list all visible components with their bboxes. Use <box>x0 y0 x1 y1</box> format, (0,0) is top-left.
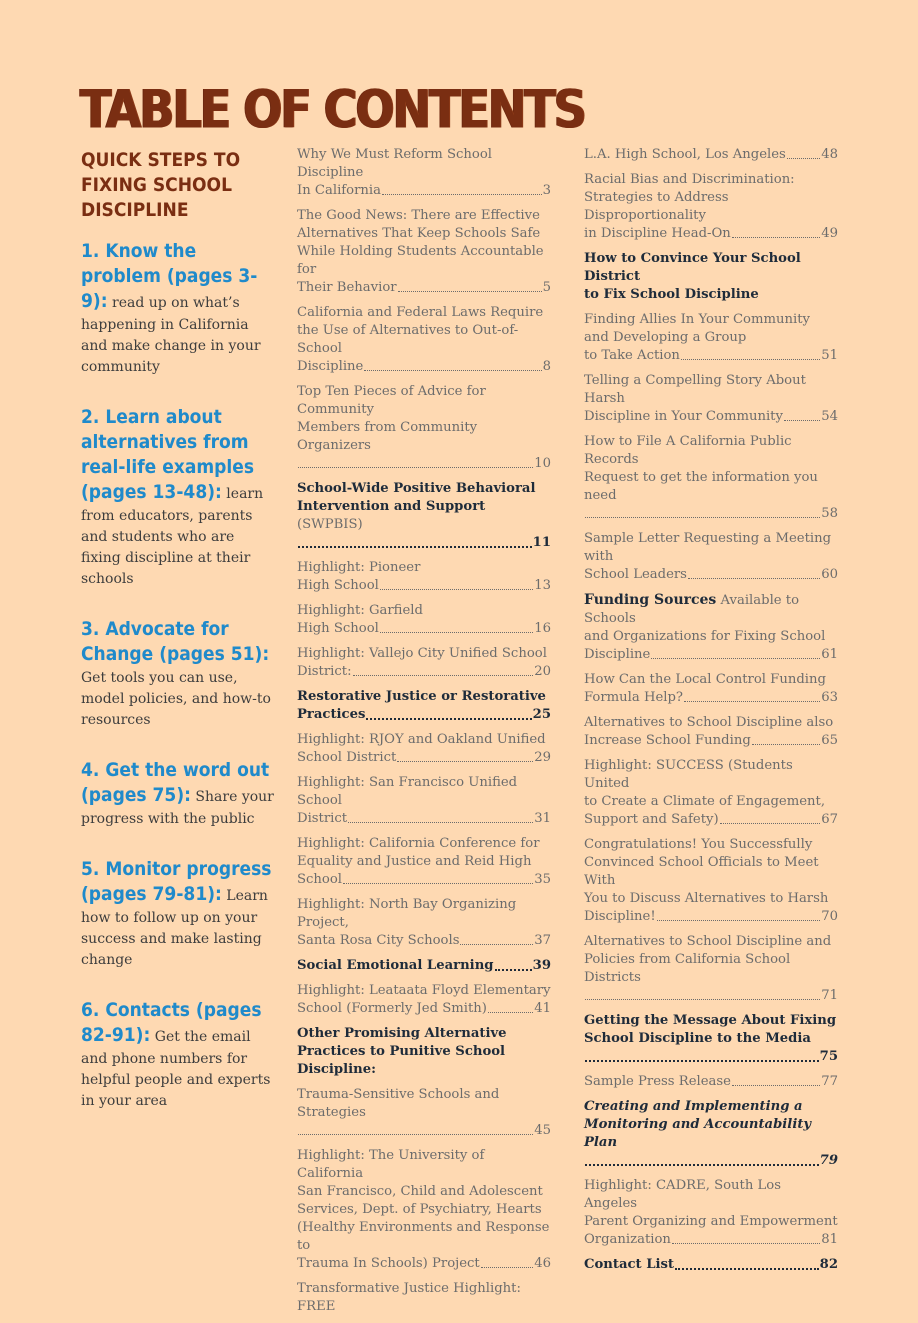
quick-step <box>81 758 276 829</box>
dot-leader <box>787 157 820 159</box>
dot-leader <box>380 588 533 590</box>
dot-leader <box>481 1266 533 1268</box>
toc-entry-text <box>584 591 838 628</box>
toc-entry[interactable] <box>297 1025 551 1079</box>
toc-entry[interactable] <box>297 146 551 200</box>
toc-entry-text: Highlight: SUCCESS (Students United <box>584 758 793 791</box>
quick-steps <box>81 148 276 1139</box>
toc-entry[interactable] <box>584 171 838 243</box>
dot-leader <box>398 290 542 292</box>
toc-entry-text: Alternatives to School Discipline also <box>584 715 834 730</box>
toc-entry-text: Sample Letter Requesting a Meeting with <box>584 531 832 564</box>
toc-page-number: 75 <box>819 1049 838 1064</box>
toc-entry-text: Increase School Funding <box>584 733 751 748</box>
dot-leader <box>672 1242 820 1244</box>
toc-entry-suffix: (SWPBIS) <box>297 517 363 532</box>
quick-step <box>81 857 276 970</box>
dot-leader <box>298 545 532 548</box>
toc-entry-text: Organization <box>584 1232 671 1247</box>
toc-entry[interactable] <box>584 433 838 523</box>
toc-entry-text: to Fix School Discipline <box>584 287 759 302</box>
toc-entry-text: Request to get the information you need <box>584 470 818 503</box>
toc-entry-text: Congratulations! You Successfully <box>584 837 813 852</box>
toc-page-number: 39 <box>532 958 551 973</box>
dot-leader <box>382 193 542 195</box>
dot-leader <box>488 1011 533 1013</box>
dot-leader <box>366 717 531 720</box>
dot-leader <box>720 822 821 824</box>
toc-entry-text: High School <box>297 578 379 593</box>
toc-entry[interactable] <box>297 1147 551 1273</box>
dot-leader <box>657 919 821 921</box>
toc-page-number: 71 <box>821 988 838 1003</box>
toc-column-right <box>584 146 838 1281</box>
toc-entry-text: How to Convince Your School District <box>584 251 801 284</box>
toc-entry-text: California and Federal Laws Require <box>297 305 544 320</box>
dot-leader <box>675 1267 819 1270</box>
toc-page-number: 45 <box>534 1123 551 1138</box>
toc-page-number: 3 <box>542 183 551 198</box>
toc-entry-text: Telling a Compelling Story About Harsh <box>584 373 806 406</box>
toc-page-number: 11 <box>532 535 551 550</box>
quick-step-description: Get the email and phone numbers for helpful people and experts in your area <box>81 1029 271 1109</box>
toc-page-number: 16 <box>534 621 551 636</box>
toc-entry-text: The Good News: There are Effective <box>297 208 540 223</box>
quick-step <box>81 617 276 730</box>
toc-entry-text: Highlight: North Bay Organizing Project, <box>297 897 517 930</box>
toc-page-number: 61 <box>821 647 838 662</box>
toc-entry-text: Highlight: Pioneer <box>297 560 421 575</box>
quick-step-description: learn from educators, parents and students who are fixing discipline at their schools <box>81 486 264 587</box>
toc-entry[interactable] <box>584 1012 838 1066</box>
toc-page-number: 82 <box>819 1257 838 1272</box>
toc-entry[interactable] <box>297 602 551 638</box>
quick-step-heading: 6. Contacts (pages 82-91): <box>81 999 262 1046</box>
toc-entry-text: Policies from California School Districts <box>584 952 791 985</box>
toc-entry-text: Members from Community Organizers <box>297 420 478 453</box>
toc-entry-text: Alternatives That Keep Schools Safe <box>297 226 541 241</box>
toc-entry-text: Racial Bias and Discrimination: <box>584 172 795 187</box>
dot-leader <box>397 760 533 762</box>
toc-page-number: 49 <box>821 226 838 241</box>
toc-page-number: 13 <box>534 578 551 593</box>
toc-page-number: 48 <box>821 147 838 162</box>
toc-entry-text: in Discipline Head-On <box>584 226 731 241</box>
toc-entry[interactable] <box>297 383 551 473</box>
toc-entry-text: Trauma In Schools) Project <box>297 1256 480 1271</box>
quick-step-heading: 3. Advocate for Change (pages 51): <box>81 618 270 665</box>
toc-entry-text: L.A. High School, Los Angeles <box>584 147 786 162</box>
dot-leader <box>380 631 533 633</box>
dot-leader <box>784 419 820 421</box>
toc-entry-text: Services, Dept. of Psychiatry, Hearts <box>297 1202 542 1217</box>
toc-entry-text: Highlight: San Francisco Unified School <box>297 775 518 808</box>
toc-entry-text: Highlight: Vallejo City Unified School <box>297 646 547 661</box>
toc-entry[interactable] <box>297 559 551 595</box>
toc-page-number: 41 <box>534 1001 551 1016</box>
toc-entry[interactable] <box>584 1256 838 1274</box>
toc-entry[interactable] <box>297 1280 551 1316</box>
toc-entry-text: School Leaders <box>584 567 687 582</box>
dot-leader <box>343 882 533 884</box>
toc-entry-text: Highlight: Garfield <box>297 603 423 618</box>
dot-leader <box>651 657 820 659</box>
toc-page-number: 5 <box>542 280 551 295</box>
toc-entry[interactable] <box>297 304 551 376</box>
toc-entry-text: District: <box>297 664 352 679</box>
toc-entry-text: Trauma-Sensitive Schools and Strategies <box>297 1087 500 1120</box>
toc-entry-text: Discipline in Your Community <box>584 409 783 424</box>
toc-entry-text: School District <box>297 750 397 765</box>
toc-page-number: 25 <box>532 707 551 722</box>
quick-step-heading: 5. Monitor progress (pages 79-81): <box>81 858 272 905</box>
toc-entry-bold-prefix: Funding Sources <box>584 592 717 608</box>
toc-entry-text: Discipline <box>297 359 364 374</box>
dot-leader <box>460 943 533 945</box>
toc-page-number: 8 <box>542 359 551 374</box>
dot-leader <box>585 516 820 518</box>
toc-entry[interactable] <box>297 1086 551 1140</box>
toc-entry-text: Intervention and Support (SWPBIS) <box>297 499 486 532</box>
toc-entry[interactable] <box>584 1073 838 1091</box>
toc-page-number: 67 <box>821 812 838 827</box>
toc-entry[interactable] <box>297 688 551 724</box>
toc-entry[interactable] <box>297 645 551 681</box>
toc-entry-text: School Discipline to the Media <box>584 1031 811 1046</box>
toc-page-number: 37 <box>534 933 551 948</box>
toc-entry-text: Discipline: <box>297 1062 376 1077</box>
toc-entry-text: High School <box>297 621 379 636</box>
quick-steps-list <box>81 239 276 1111</box>
toc-entry-text: School <box>297 872 343 887</box>
toc-entry-text: Discipline! <box>584 909 656 924</box>
toc-entry-text: How to File A California Public Records <box>584 434 792 467</box>
toc-entry-text: Finding Allies In Your Community <box>584 312 810 327</box>
toc-page-number: 46 <box>534 1256 551 1271</box>
toc-entry-text: How Can the Local Control Funding <box>584 672 826 687</box>
quick-step <box>81 405 276 589</box>
toc-entry-text: to Create a Climate of Engagement, <box>584 794 826 809</box>
toc-entry-text: Strategies to Address Disproportionality <box>584 190 729 223</box>
toc-entry-text: Highlight: Leataata Floyd Elementary <box>297 983 551 998</box>
toc-page-number: 77 <box>821 1074 838 1089</box>
toc-page-number: 63 <box>821 690 838 705</box>
dot-leader <box>732 1084 820 1086</box>
dot-leader <box>585 1059 819 1062</box>
toc-entry-text: While Holding Students Accountable for <box>297 244 544 277</box>
dot-leader <box>752 743 820 745</box>
toc-entry-text: Support and Safety) <box>584 812 719 827</box>
toc-entry-text: District <box>297 811 348 826</box>
toc-entry[interactable] <box>584 836 838 926</box>
toc-entry-text: Highlight: California Conference for <box>297 836 540 851</box>
toc-entry-text: San Francisco, Child and Adolescent <box>297 1184 543 1199</box>
toc-page-number: 31 <box>534 811 551 826</box>
toc-entry-text: to Take Action <box>584 348 680 363</box>
dot-leader <box>732 236 820 238</box>
toc-entry[interactable] <box>297 207 551 297</box>
toc-entry-text: (Healthy Environments and Response to <box>297 1220 550 1253</box>
toc-entry-text: Highlight: RJOY and Oakland Unified <box>297 732 546 747</box>
dot-leader <box>348 821 533 823</box>
page-title: TABLE OF CONTENTS <box>80 78 585 141</box>
dot-leader <box>298 1133 533 1135</box>
toc-entry[interactable] <box>297 982 551 1018</box>
toc-entry[interactable] <box>584 250 838 304</box>
toc-entry-text: You to Discuss Alternatives to Harsh <box>584 891 829 906</box>
toc-entry-text: Monitoring and Accountability Plan <box>584 1117 812 1150</box>
toc-entry[interactable] <box>297 896 551 950</box>
quick-step-description: read up on what’s happening in California and make change in your community <box>81 295 261 375</box>
quick-steps-heading: QUICK STEPS TO FIXING SCHOOL DISCIPLINE <box>81 149 241 221</box>
toc-entry-text: the Use of Alternatives to Out-of-School <box>297 323 519 356</box>
toc-entry[interactable] <box>584 933 838 1005</box>
toc-entry[interactable] <box>584 671 838 707</box>
toc-entry-text: Convinced School Officials to Meet With <box>584 855 819 888</box>
quick-step-description: Learn how to follow up on your success and make lasting change <box>81 888 268 968</box>
toc-entry-text: Santa Rosa City Schools <box>297 933 460 948</box>
toc-entry-text: Discipline <box>584 647 651 662</box>
toc-entry[interactable] <box>584 714 838 750</box>
toc-entry[interactable] <box>584 372 838 426</box>
toc-entry[interactable] <box>297 835 551 889</box>
toc-entry-text: Sample Press Release <box>584 1074 731 1089</box>
quick-step-heading: 1. Know the problem (pages 3-9): <box>81 240 258 312</box>
dot-leader <box>495 968 532 971</box>
quick-step-description: Share your progress with the public <box>81 789 274 827</box>
toc-entry-text: Contact List <box>584 1257 675 1272</box>
toc-entry-text: Practices to Punitive School <box>297 1044 506 1059</box>
toc-entry[interactable] <box>584 530 838 584</box>
toc-page-number: 10 <box>534 456 551 471</box>
toc-entry-text: Their Behavior <box>297 280 397 295</box>
toc-entry[interactable] <box>297 480 551 552</box>
dot-leader <box>353 674 534 676</box>
toc-entry[interactable] <box>584 146 838 164</box>
toc-entry-text: Top Ten Pieces of Advice for Community <box>297 384 486 417</box>
toc-entry-text: and Organizations for Fixing School <box>584 629 826 644</box>
toc-page-number: 20 <box>534 664 551 679</box>
toc-page-number: 54 <box>821 409 838 424</box>
dot-leader <box>364 369 541 371</box>
toc-entry-text: Equality and Justice and Reid High <box>297 854 532 869</box>
quick-step-heading: 2. Learn about alternatives from real-life examples (pages 13-48): <box>81 406 255 503</box>
toc-page-number: 35 <box>534 872 551 887</box>
toc-entry-text: Restorative Justice or Restorative <box>297 689 546 704</box>
toc-entry-text: Alternatives to School Discipline and <box>584 934 832 949</box>
dot-leader <box>585 1163 819 1166</box>
toc-page-number: 58 <box>821 506 838 521</box>
dot-leader <box>684 700 820 702</box>
toc-entry-text: Highlight: The University of California <box>297 1148 485 1181</box>
toc-entry-text: Other Promising Alternative <box>297 1026 507 1041</box>
toc-entry-text: Creating and Implementing a <box>584 1099 803 1114</box>
toc-page-number: 79 <box>819 1153 838 1168</box>
toc-entry-text: and Developing a Group <box>584 330 747 345</box>
toc-entry-text: Parent Organizing and Empowerment <box>584 1214 838 1229</box>
toc-page-number: 81 <box>821 1232 838 1247</box>
toc-column-middle <box>297 146 551 1323</box>
toc-entry-text: School (Formerly Jed Smith) <box>297 1001 487 1016</box>
toc-entry[interactable] <box>584 311 838 365</box>
toc-entry-text: Social Emotional Learning <box>297 958 494 973</box>
toc-page-number: 70 <box>821 909 838 924</box>
dot-leader <box>688 577 820 579</box>
quick-step-heading: 4. Get the word out (pages 75): <box>81 759 270 806</box>
toc-entry-text: In California <box>297 183 381 198</box>
toc-page-number: 65 <box>821 733 838 748</box>
toc-entry[interactable] <box>297 774 551 828</box>
dot-leader <box>298 466 533 468</box>
toc-entry-text: Available to Schools <box>584 593 800 626</box>
quick-step <box>81 998 276 1111</box>
toc-page-number: 51 <box>821 348 838 363</box>
toc-entry[interactable] <box>297 731 551 767</box>
toc-entry[interactable] <box>584 591 838 664</box>
quick-step <box>81 239 276 377</box>
toc-entry-text: Practices <box>297 707 366 722</box>
dot-leader <box>681 358 820 360</box>
toc-entry-text: Why We Must Reform School Discipline <box>297 147 492 180</box>
toc-entry[interactable] <box>297 957 551 975</box>
toc-page-number: 60 <box>821 567 838 582</box>
toc-entry[interactable] <box>584 1098 838 1170</box>
toc-entry-text: Getting the Message About Fixing <box>584 1013 837 1028</box>
toc-entry-text: Formula Help? <box>584 690 683 705</box>
toc-entry-text: Transformative Justice Highlight: FREE <box>297 1281 521 1314</box>
toc-page-number: 29 <box>534 750 551 765</box>
dot-leader <box>585 998 820 1000</box>
quick-step-description: Get tools you can use, model policies, and how-to resources <box>81 670 271 728</box>
toc-entry[interactable] <box>584 757 838 829</box>
toc-entry-text: Highlight: CADRE, South Los Angeles <box>584 1178 782 1211</box>
toc-entry-text: School-Wide Positive Behavioral <box>297 481 536 496</box>
